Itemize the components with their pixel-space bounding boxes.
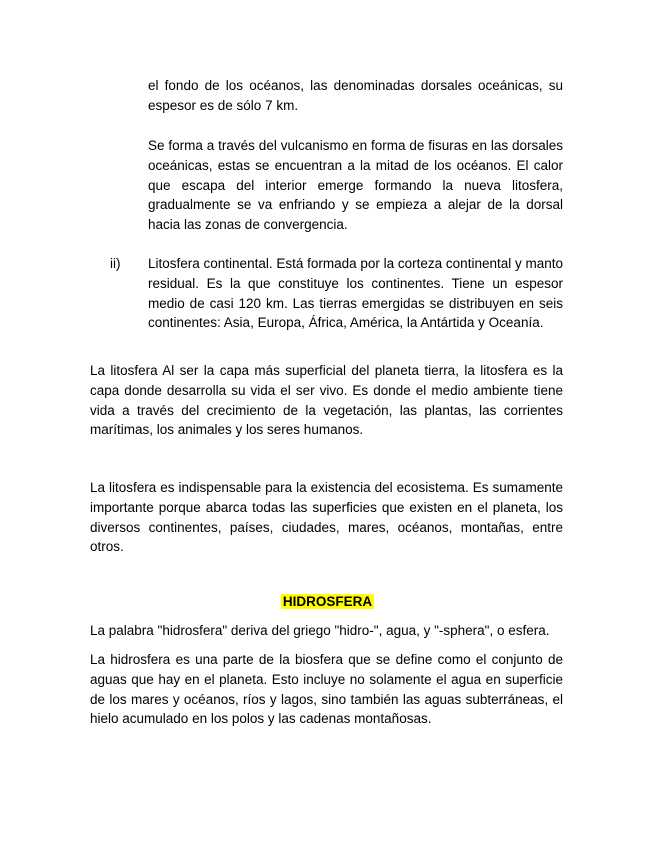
paragraph-lithosphere-importance: La litosfera es indispensable para la existencia del ecosistema. Es sumamente importante porque abarca todas las superficies que existen en el planeta, los diversos continentes, países, ciudades, mares, océanos, montañas, entre otros. bbox=[90, 480, 563, 555]
paragraph-oceanic-formation: Se forma a través del vulcanismo en forma de fisuras en las dorsales oceánicas, estas se encuentran a la mitad de los océanos. El calor que escapa del interior emerge formando la nueva litosfera, gradualmente se va enfriando y se empieza a alejar de la dorsal hacia las zonas de convergencia. bbox=[148, 138, 563, 233]
list-item-continental-lithosphere: Litosfera continental. Está formada por la corteza continental y manto residual. Es la que constituye los continentes. Tiene un espesor medio de casi 120 km. Las tierras emergidas se distribuyen en seis continentes: Asia, Europa, África, América, la Antártida y Oceanía. bbox=[148, 256, 563, 331]
section-heading-hidrosfera bbox=[0, 593, 655, 611]
paragraph-lithosphere-surface: La litosfera Al ser la capa más superficial del planeta tierra, la litosfera es la capa donde desarrolla su vida el ser vivo. Es donde el medio ambiente tiene vida a través del crecimiento de la vegetación, las plantas, las corrientes marítimas, los animales y los seres humanos. bbox=[90, 363, 563, 438]
paragraph-hydrosphere-etymology: La palabra "hidrosfera" deriva del griego "hidro-", agua, y "-sphera", o esfera. bbox=[90, 623, 550, 638]
paragraph-oceanic-thickness: el fondo de los océanos, las denominadas dorsales oceánicas, su espesor es de sólo 7 km. bbox=[148, 78, 563, 113]
paragraph-hydrosphere-definition: La hidrosfera es una parte de la biosfera que se define como el conjunto de aguas que hay en el planeta. Esto incluye no solamente el agua en superficie de los mares y océanos, ríos y lagos, sino también las aguas subterráneas, el hielo acumulado en los polos y las cadenas montañosas. bbox=[90, 652, 563, 727]
heading-highlight: HIDROSFERA bbox=[282, 594, 373, 609]
list-marker-ii: ii) bbox=[110, 256, 121, 271]
